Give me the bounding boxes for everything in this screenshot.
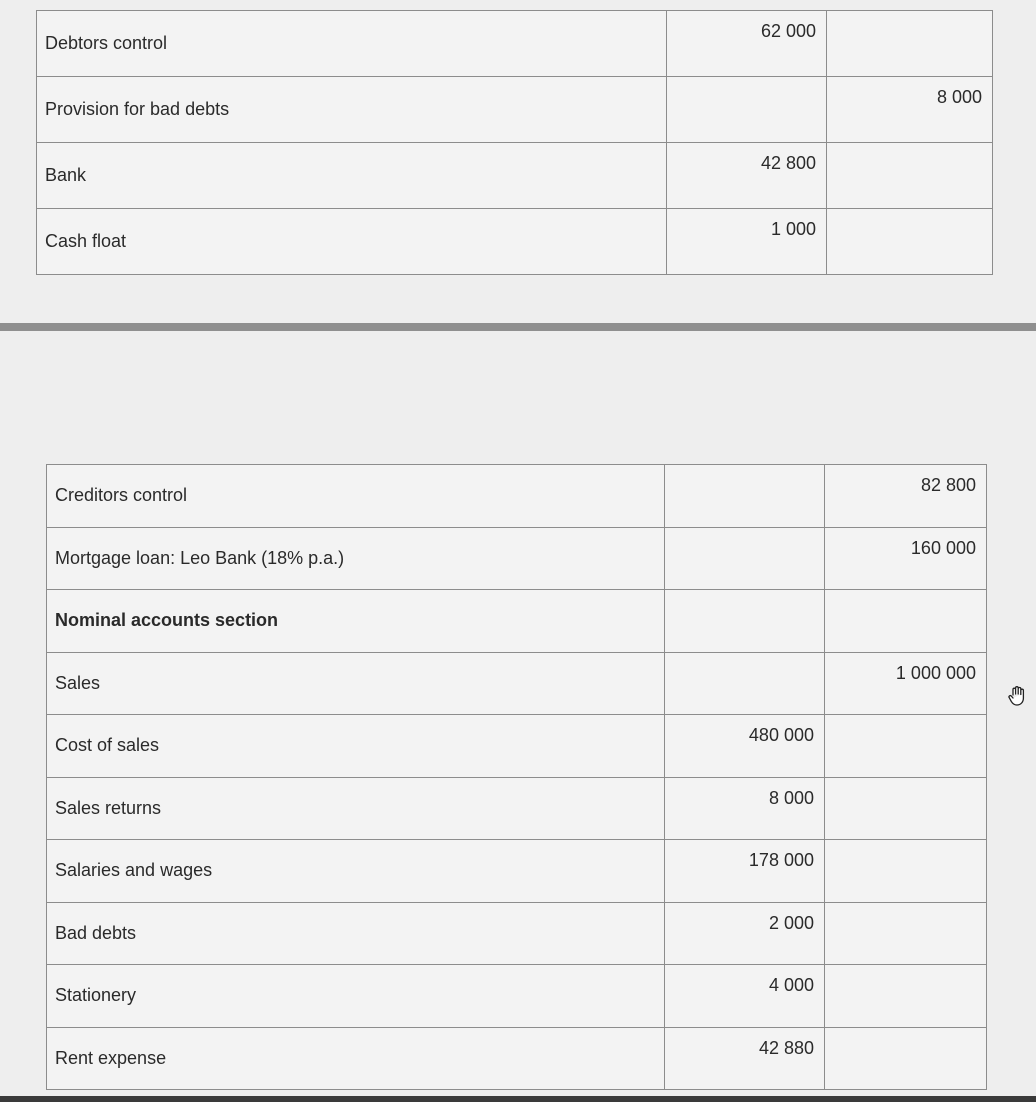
debit-cell: 62 000	[667, 11, 827, 77]
debit-cell: 42 800	[667, 143, 827, 209]
credit-cell	[825, 840, 987, 903]
debit-cell	[665, 465, 825, 528]
table-row	[47, 965, 987, 1028]
table-row	[47, 1027, 987, 1090]
debit-cell: 8 000	[665, 777, 825, 840]
credit-cell: 160 000	[825, 527, 987, 590]
table-row	[37, 77, 993, 143]
table-row	[37, 209, 993, 275]
table-row	[47, 527, 987, 590]
credit-cell	[825, 902, 987, 965]
account-name-cell: Sales returns	[47, 777, 665, 840]
table-row	[47, 652, 987, 715]
credit-cell	[827, 11, 993, 77]
account-name-cell: Debtors control	[37, 11, 667, 77]
table-row	[47, 777, 987, 840]
credit-cell: 82 800	[825, 465, 987, 528]
trial-balance-table-top	[36, 10, 993, 275]
debit-cell: 178 000	[665, 840, 825, 903]
page-divider	[0, 323, 1036, 331]
debit-cell: 1 000	[667, 209, 827, 275]
account-name-cell: Bad debts	[47, 902, 665, 965]
table-row	[47, 840, 987, 903]
account-name-cell: Bank	[37, 143, 667, 209]
debit-cell: 4 000	[665, 965, 825, 1028]
trial-balance-table-bottom	[46, 464, 987, 1090]
debit-cell	[665, 652, 825, 715]
credit-cell	[825, 590, 987, 653]
debit-cell	[665, 527, 825, 590]
debit-cell: 2 000	[665, 902, 825, 965]
credit-cell	[825, 1027, 987, 1090]
account-name-cell: Nominal accounts section	[47, 590, 665, 653]
account-name-cell: Salaries and wages	[47, 840, 665, 903]
table-row	[47, 902, 987, 965]
account-name-cell: Mortgage loan: Leo Bank (18% p.a.)	[47, 527, 665, 590]
account-name-cell: Creditors control	[47, 465, 665, 528]
credit-cell	[827, 143, 993, 209]
hand-cursor-icon	[1006, 684, 1030, 708]
table-row	[47, 590, 987, 653]
debit-cell: 42 880	[665, 1027, 825, 1090]
account-name-cell: Sales	[47, 652, 665, 715]
account-name-cell: Stationery	[47, 965, 665, 1028]
debit-cell: 480 000	[665, 715, 825, 778]
account-name-cell: Cost of sales	[47, 715, 665, 778]
account-name-cell: Rent expense	[47, 1027, 665, 1090]
bottom-edge	[0, 1096, 1036, 1102]
debit-cell	[667, 77, 827, 143]
credit-cell	[827, 209, 993, 275]
credit-cell	[825, 715, 987, 778]
table-row	[37, 143, 993, 209]
table-row	[47, 715, 987, 778]
account-name-cell: Cash float	[37, 209, 667, 275]
credit-cell: 8 000	[827, 77, 993, 143]
account-name-cell: Provision for bad debts	[37, 77, 667, 143]
credit-cell: 1 000 000	[825, 652, 987, 715]
debit-cell	[665, 590, 825, 653]
table-row	[37, 11, 993, 77]
credit-cell	[825, 965, 987, 1028]
table-row	[47, 465, 987, 528]
credit-cell	[825, 777, 987, 840]
